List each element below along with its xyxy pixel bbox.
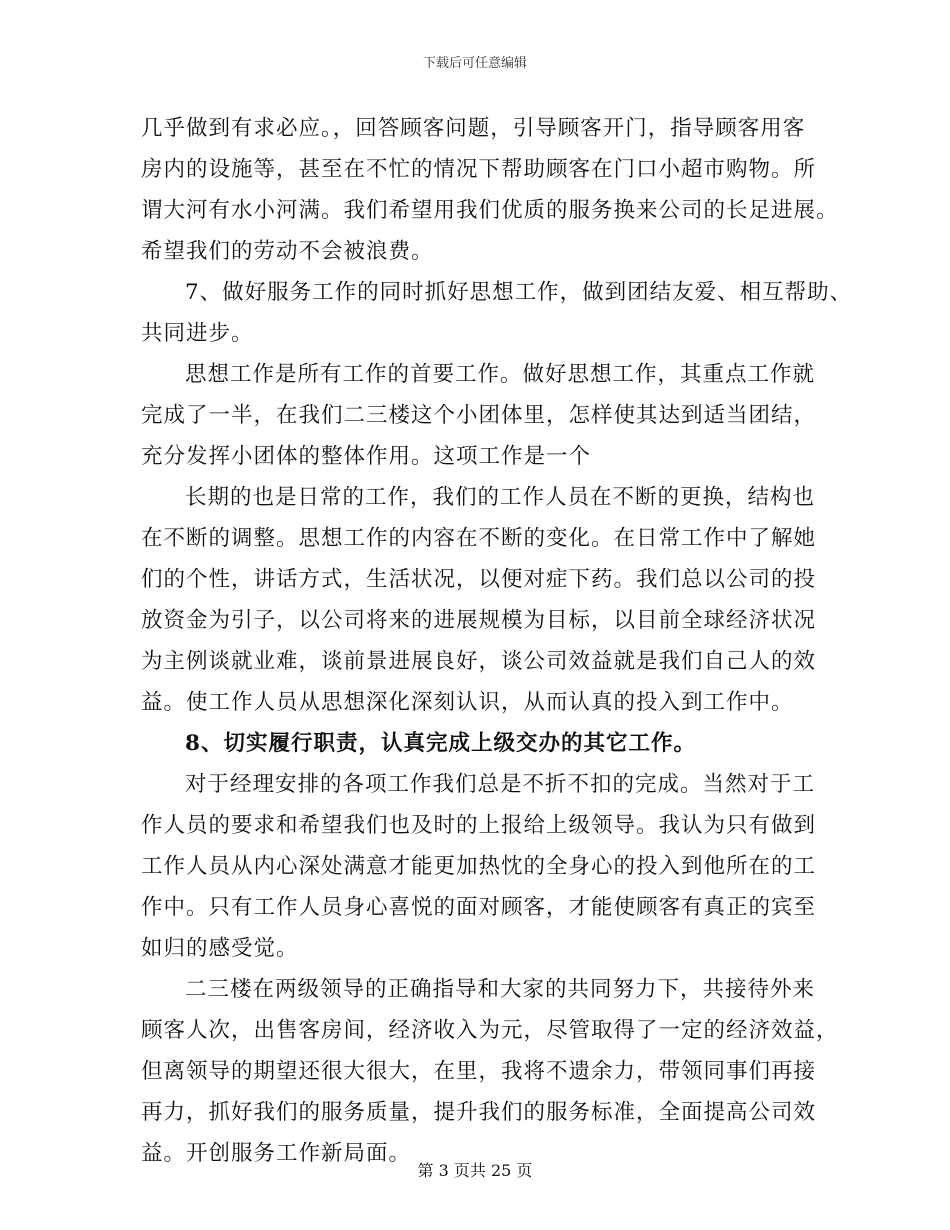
paragraph-line: 作人员的要求和希望我们也及时的上报给上级领导。我认为只有做到 (141, 813, 817, 838)
paragraph-line: 益。使工作人员从思想深化深刻认识，从而认真的投入到工作中。 (141, 690, 794, 715)
paragraph-line: 长期的也是日常的工作，我们的工作人员在不断的更换，结构也 (185, 485, 816, 510)
paragraph-line: 如归的感受觉。 (141, 936, 299, 961)
paragraph-line: 在不断的调整。思想工作的内容在不断的变化。在日常工作中了解她 (141, 526, 817, 551)
paragraph-line: 放资金为引子，以公司将来的进展规模为目标，以目前全球经济状况 (141, 608, 817, 633)
paragraph-line: 再力，抓好我们的服务质量，提升我们的服务标准，全面提高公司效 (141, 1100, 817, 1125)
section-heading-line: 8、切实履行职责，认真完成上级交办的其它工作。 (185, 731, 696, 756)
document-body (141, 108, 853, 1174)
paragraph-line: 们的个性，讲话方式，生活状况，以便对症下药。我们总以公司的投 (141, 567, 817, 592)
paragraph-line: 顾客人次，出售客房间，经济收入为元，尽管取得了一定的经济效益， (141, 1018, 839, 1043)
paragraph-line: 共同进步。 (141, 321, 254, 346)
paragraph-line: 充分发挥小团体的整体作用。这项工作是一个 (141, 444, 592, 469)
paragraph-line: 但离领导的期望还很大很大，在里，我将不遗余力，带领同事们再接 (141, 1059, 817, 1084)
paragraph-line: 谓大河有水小河满。我们希望用我们优质的服务换来公司的长足进展。 (141, 198, 839, 223)
page-header: 下载后可任意编辑 (422, 56, 527, 71)
paragraph-line: 为主例谈就业难，谈前景进展良好，谈公司效益就是我们自己人的效 (141, 649, 817, 674)
paragraph-line: 对于经理安排的各项工作我们总是不折不扣的完成。当然对于工 (185, 772, 816, 797)
page-footer: 第 3 页共 25 页 (417, 1161, 533, 1180)
paragraph-line: 二三楼在两级领导的正确指导和大家的共同努力下，共接待外来 (185, 977, 816, 1002)
paragraph-line: 希望我们的劳动不会被浪费。 (141, 239, 434, 264)
paragraph-line: 完成了一半，在我们二三楼这个小团体里，怎样使其达到适当团结， (141, 403, 817, 428)
paragraph-line: 思想工作是所有工作的首要工作。做好思想工作，其重点工作就 (185, 362, 816, 387)
paragraph-line: 房内的设施等，甚至在不忙的情况下帮助顾客在门口小超市购物。所 (141, 157, 817, 182)
paragraph-line: 益。开创服务工作新局面。 (141, 1141, 412, 1166)
paragraph-line: 工作人员从内心深处满意才能更加热忱的全身心的投入到他所在的工 (141, 854, 817, 879)
paragraph-line: 7、做好服务工作的同时抓好思想工作，做到团结友爱、相互帮助、 (185, 280, 853, 305)
paragraph-line: 几乎做到有求必应。，回答顾客问题，引导顾客开门，指导顾客用客 (141, 116, 806, 141)
paragraph-line: 作中。只有工作人员身心喜悦的面对顾客，才能使顾客有真正的宾至 (141, 895, 817, 920)
